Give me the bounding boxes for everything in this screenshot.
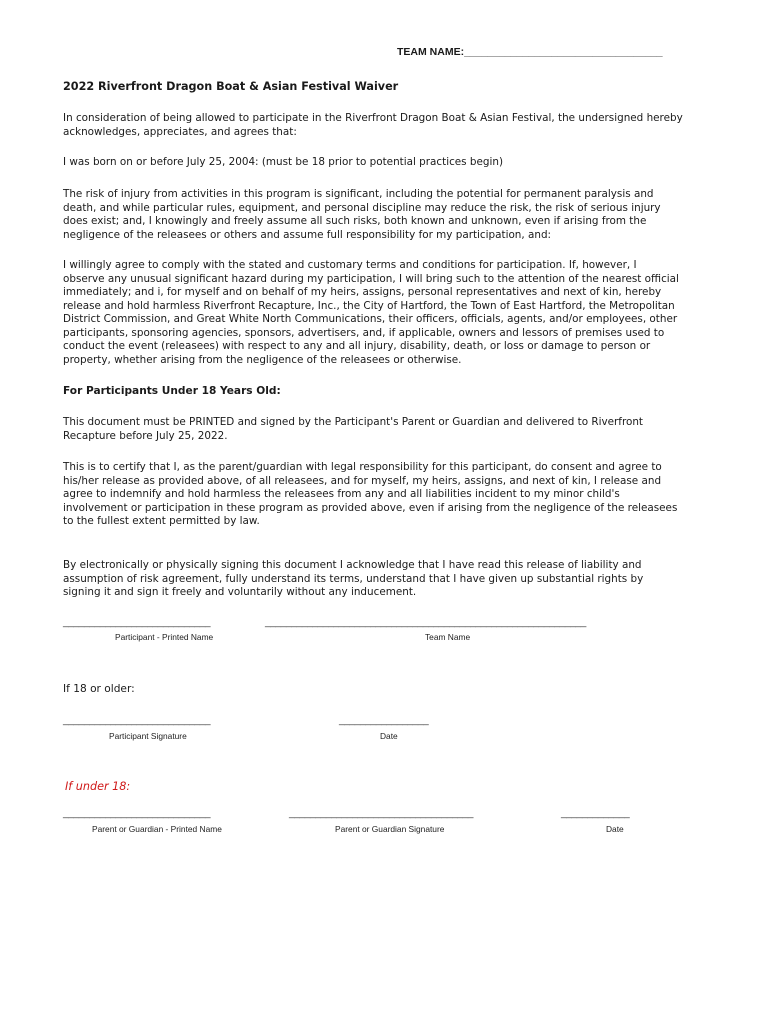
risk-paragraph: The risk of injury from activities in this program is significant, including the potential for permanent paralysis and death, and while particular rules, equipment, and personal discipline may reduce the risk, the risk of serious injury does exist; and, I knowingly and freely assume all such risks, both known and unknown, even if arising from the negligence of the releasees or others and assume full responsibility for my participation, and: (63, 188, 661, 241)
guardian-certify-paragraph: This is to certify that I, as the parent/guardian with legal responsibility for this participant, do consent and agree to his/her release as provided above, of all releasees, and for myself, my heirs, assigns, and next of kin, I release and agree to indemnify and hold harmless the releasees from any and all liabilities incident to my minor child's involvement or participation in these program as provided above, even if arising from the negligence of the releasees to the fullest extent permitted by law. (63, 461, 678, 527)
guardian-printed-name-line[interactable]: ____________________________ (63, 808, 211, 819)
guardian-date-label: Date (606, 824, 624, 834)
birthdate-statement: I was born on or before July 25, 2004: (must be 18 prior to potential practices begin) (63, 156, 504, 168)
minors-print-paragraph: This document must be PRINTED and signed by the Participant's Parent or Guardian and delivered to Riverfront Recapture before July 25, 2022. (63, 416, 644, 442)
guardian-signature-label: Parent or Guardian Signature (335, 824, 445, 834)
team-name-label: Team Name (425, 632, 471, 642)
adult-section-label: If 18 or older: (63, 683, 135, 695)
participant-date-line[interactable]: _________________ (339, 715, 429, 726)
participant-signature-line[interactable]: ____________________________ (63, 715, 211, 726)
minors-heading: For Participants Under 18 Years Old: (63, 385, 281, 397)
document-title: 2022 Riverfront Dragon Boat & Asian Festival Waiver (63, 80, 399, 93)
team-name-line[interactable]: _____________________________________________________________ (265, 617, 586, 628)
participant-printed-name-label: Participant - Printed Name (115, 632, 214, 642)
team-name-field[interactable]: TEAM NAME:__________________________________ (397, 46, 663, 58)
release-paragraph: I willingly agree to comply with the stated and customary terms and conditions for participation. If, however, I observe any unusual significant hazard during my participation, I will bring such to the attention of the nearest official immediately; and i, for myself and on behalf of my heirs, assigns, personal representatives and next of kin, hereby release and hold harmless Riverfront Recapture, Inc., the City of Hartford, the Town of East Hartford, the Metropolitan District Commission, and Great White North Communications, their officers, officials, agents, and/or employees, other participants, sponsoring agencies, sponsors, advertisers, and, if applicable, owners and lessors of premises used to conduct the event (releasees) with respect to any and all injury, disability, death, or loss or damage to person or property, whether arising from the negligence of the releasees or otherwise. (63, 259, 679, 366)
guardian-signature-line[interactable]: ___________________________________ (289, 808, 474, 819)
participant-date-label: Date (380, 731, 398, 741)
participant-printed-name-line[interactable]: ____________________________ (63, 617, 211, 628)
guardian-printed-name-label: Parent or Guardian - Printed Name (92, 824, 222, 834)
guardian-date-line[interactable]: _____________ (561, 808, 630, 819)
intro-paragraph: In consideration of being allowed to participate in the Riverfront Dragon Boat & Asian Festival, the undersigned hereby acknowledges, appreciates, and agrees that: (63, 112, 683, 138)
participant-signature-label: Participant Signature (109, 731, 187, 741)
acknowledgement-paragraph: By electronically or physically signing this document I acknowledge that I have read this release of liability and assumption of risk agreement, fully understand its terms, understand that I have given up substantial rights by signing it and sign it freely and voluntarily without any inducement. (63, 559, 644, 598)
minor-section-label: If under 18: (65, 780, 131, 793)
